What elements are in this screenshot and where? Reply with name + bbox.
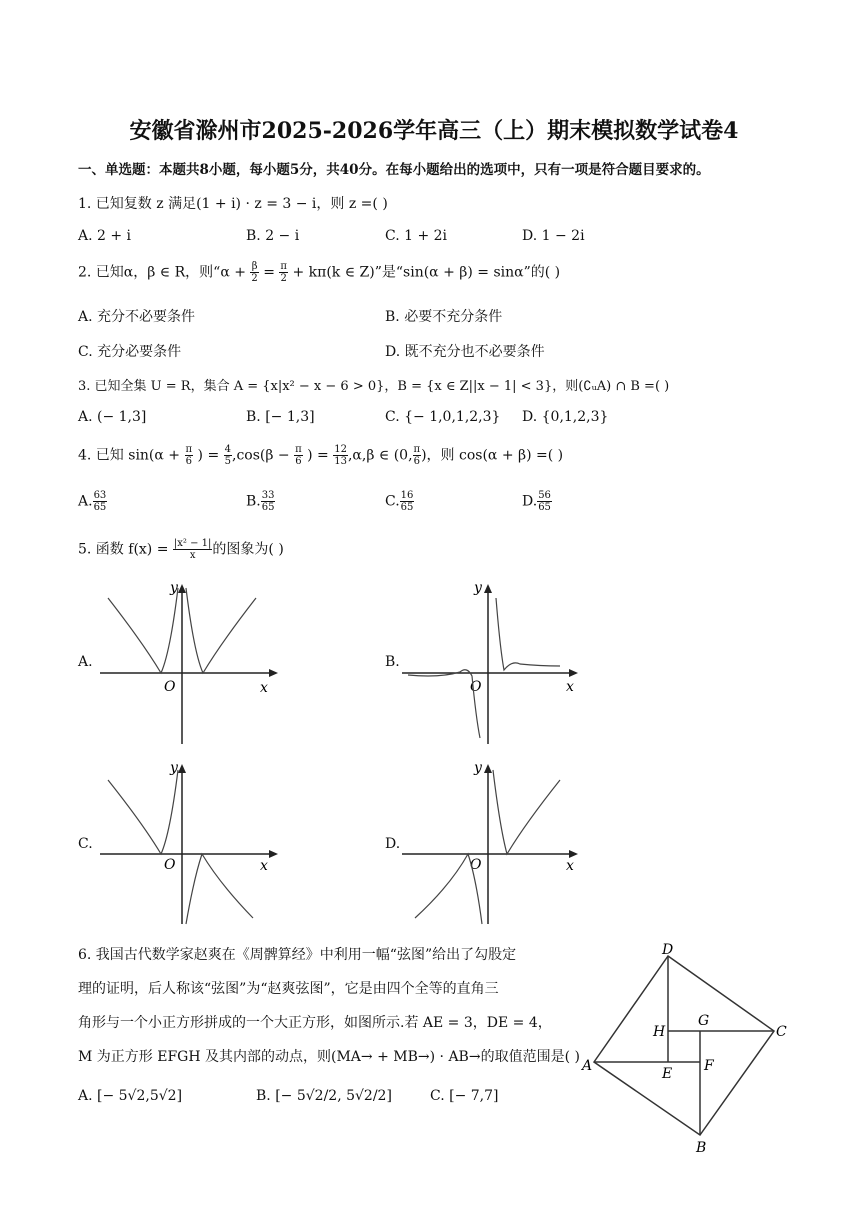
svg-text:x: x [260, 858, 268, 874]
q4-option-a[interactable]: A. $\frac{63}{65}$ [78, 490, 107, 513]
question-2-stem [78, 261, 560, 284]
q5-option-b-label[interactable]: B. [385, 654, 400, 670]
svg-text:E: E [662, 1066, 673, 1082]
svg-text:F: F [704, 1058, 714, 1074]
q5-option-a-label[interactable]: A. [78, 654, 93, 670]
q6-option-a[interactable]: A. [− 5√2,5√2] [78, 1088, 183, 1104]
question-1-stem: 1. 已知复数 z 满足(1 + i) · z = 3 − i，则 z =( ) [78, 196, 388, 212]
page-title: 安徽省滁州市2025-2026学年高三（上）期末模拟数学试卷4 [129, 118, 739, 144]
q3-option-d[interactable]: D. {0,1,2,3} [522, 409, 609, 425]
question-5-stem: 5. 函数 f(x) = $\frac{\text{|x² − 1|}}{x}$ 的图象为( ) [78, 538, 284, 561]
q5-graph-c[interactable] [98, 758, 288, 928]
svg-text:y: y [170, 760, 178, 776]
svg-text:O: O [164, 857, 176, 873]
svg-text:C: C [776, 1024, 787, 1040]
q5-option-d-label[interactable]: D. [385, 836, 401, 852]
q5-graph-a[interactable] [98, 578, 288, 748]
q6-option-c[interactable]: C. [− 7,7] [430, 1088, 499, 1104]
q5-option-c-label[interactable]: C. [78, 836, 93, 852]
q3-option-b[interactable]: B. [− 1,3] [246, 409, 315, 425]
svg-text:A: A [582, 1058, 593, 1074]
q4-option-d[interactable]: D. $\frac{56}{65}$ [522, 490, 551, 513]
q2-option-d[interactable]: D. 既不充分也不必要条件 [385, 344, 545, 360]
question-3-stem: 3. 已知全集 U = R，集合 A = {x|x² − x − 6 > 0}，B = {x ∈ Z||x − 1| < 3}，则(∁ᵤA) ∩ B =( ) [78, 379, 670, 394]
q5-graph-b[interactable] [400, 578, 590, 748]
q1-option-d[interactable]: D. 1 − 2i [522, 228, 585, 244]
q2-option-b[interactable]: B. 必要不充分条件 [385, 309, 503, 325]
zhao-shuang-figure [580, 940, 790, 1160]
q2-option-a[interactable]: A. 充分不必要条件 [78, 309, 196, 325]
q4-option-c[interactable]: C. $\frac{16}{65}$ [385, 490, 414, 513]
question-4-stem: 4. 已知 sin(α + $\frac{\pi}{6}$ ) = $\frac{4}{5}$ ,cos(β − $\frac{\pi}{6}$ ) = $\frac{12}{13}$ ,α,β ∈ (0, $\frac{\pi}{6}$ )，则 cos(α + β) =( ) [78, 444, 564, 467]
q2-text-pre: 2. 已知α，β ∈ R，则“α + [78, 264, 246, 281]
svg-text:x: x [566, 679, 574, 695]
q2-option-c[interactable]: C. 充分必要条件 [78, 344, 182, 360]
q6-option-b[interactable]: B. [− 5√2/2, 5√2/2] [256, 1088, 392, 1104]
svg-text:y: y [170, 580, 178, 596]
question-6-line-4: M 为正方形 EFGH 及其内部的动点，则(MA→ + MB→) · AB→的取值范围是( ) [78, 1049, 580, 1065]
q4-option-b[interactable]: B. $\frac{33}{65}$ [246, 490, 275, 513]
svg-text:y: y [474, 760, 482, 776]
svg-text:x: x [260, 680, 268, 696]
question-6-line-1: 6. 我国古代数学家赵爽在《周髀算经》中利用一幅“弦图”给出了勾股定 [78, 947, 517, 963]
svg-text:H: H [653, 1024, 666, 1040]
q2-fraction-pi-half: $\frac{\pi}{2}$ [280, 261, 287, 284]
q3-option-c[interactable]: C. {− 1,0,1,2,3} [385, 409, 501, 425]
question-6-line-3: 角形与一个小正方形拼成的一个大正方形，如图所示.若 AE = 3，DE = 4， [78, 1015, 552, 1031]
q2-equals: = [263, 264, 275, 281]
svg-text:y: y [474, 580, 482, 596]
svg-text:D: D [662, 942, 674, 958]
q1-option-a[interactable]: A. 2 + i [78, 228, 132, 244]
svg-text:O: O [164, 679, 176, 695]
q2-fraction-beta-half: $\frac{\beta}{2}$ [251, 261, 258, 284]
q5-graph-d[interactable] [400, 758, 590, 928]
section-heading: 一、单选题：本题共8小题，每小题5分，共40分。在每小题给出的选项中，只有一项是符合题目要求的。 [78, 162, 710, 178]
svg-text:B: B [696, 1140, 707, 1156]
question-6-line-2: 理的证明，后人称该“弦图”为“赵爽弦图”，它是由四个全等的直角三 [78, 981, 499, 997]
svg-text:O: O [470, 857, 482, 873]
q1-option-b[interactable]: B. 2 − i [246, 228, 300, 244]
q1-option-c[interactable]: C. 1 + 2i [385, 228, 448, 244]
q3-option-a[interactable]: A. (− 1,3] [78, 409, 147, 425]
svg-text:O: O [470, 679, 482, 695]
svg-text:G: G [698, 1013, 710, 1029]
svg-text:x: x [566, 858, 574, 874]
q2-text-post: + kπ(k ∈ Z)”是“sin(α + β) = sinα”的( ) [292, 264, 561, 281]
